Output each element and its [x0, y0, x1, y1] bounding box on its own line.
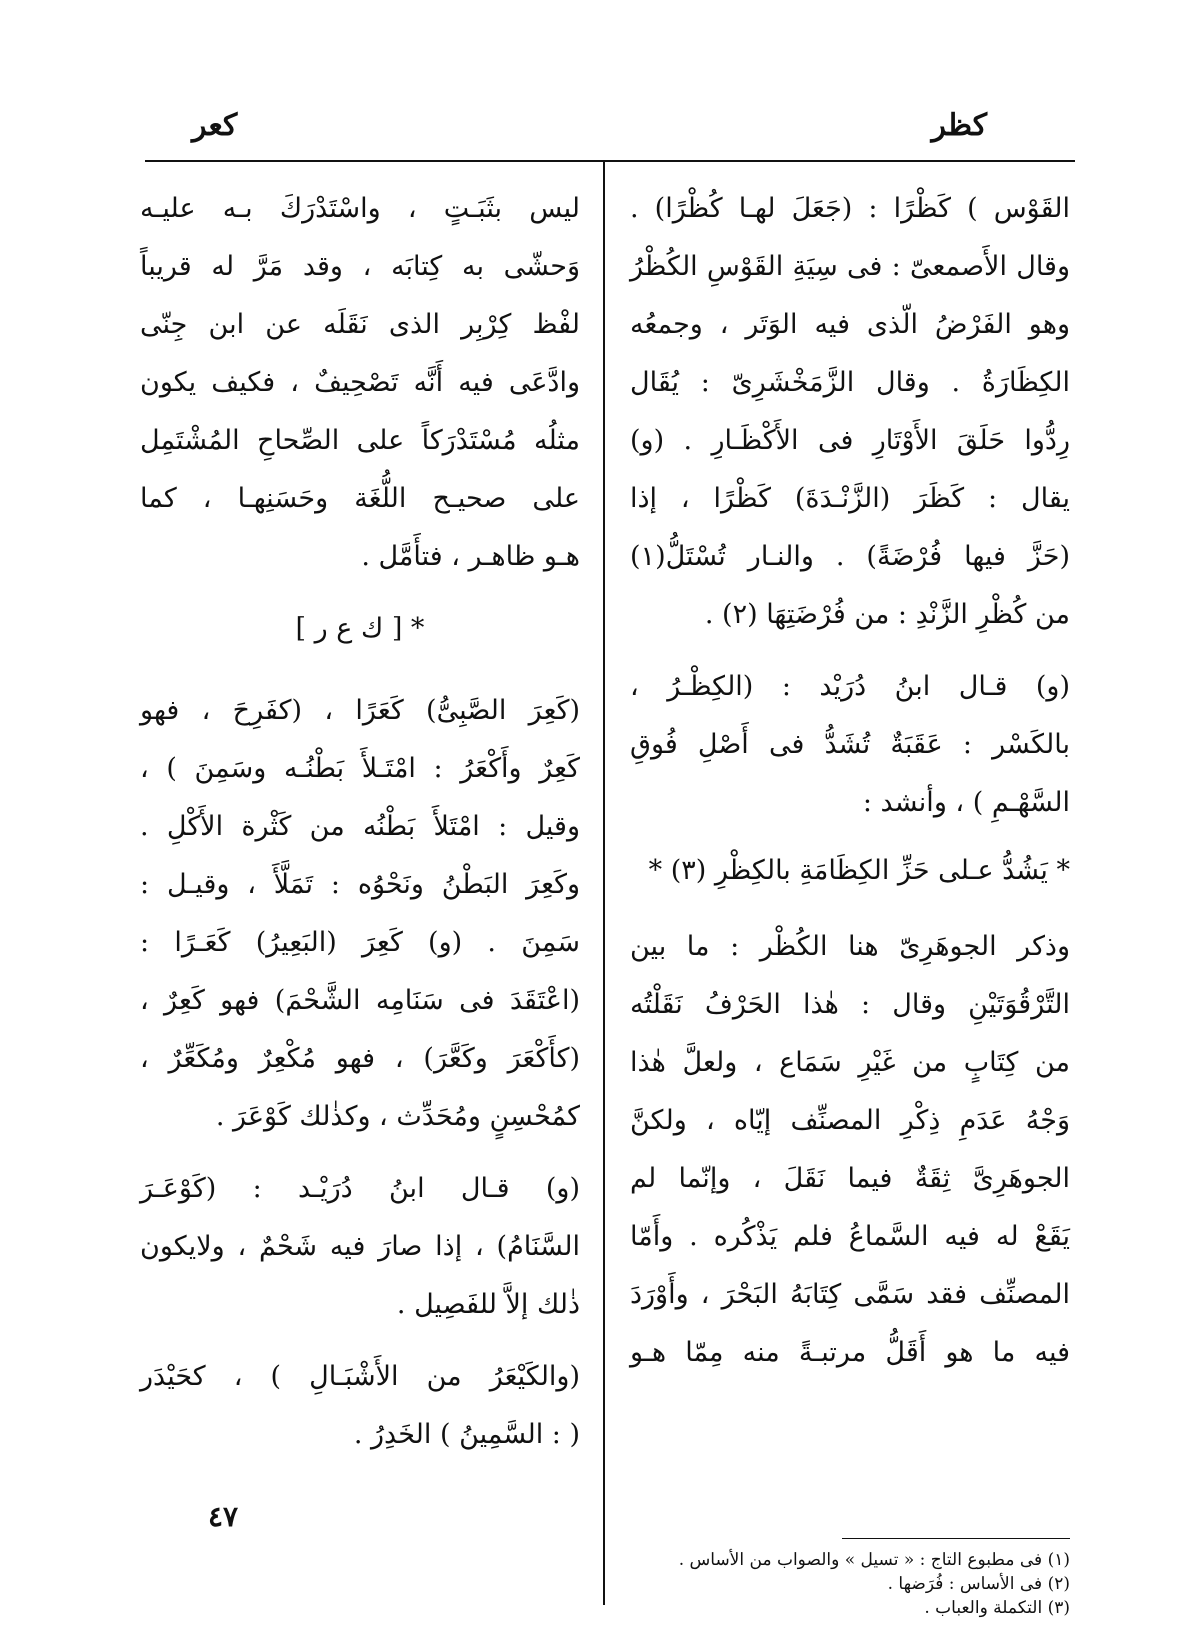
text-line: (و) قـال ابنُ دُرَيْـد : (كَوْعَـرَ — [140, 1173, 580, 1204]
text-line: وذكر الجوهَرِىّ هنا الكُظْر : ما بين — [630, 931, 1070, 962]
footnote: (٢) فى الأساس : فُرَضها . — [887, 1574, 1070, 1594]
text-line: كَعِرٌ وأَكْعَرُ : امْتَـلأَ بَطْنُـه وسَمِنَ ) ، — [140, 753, 580, 784]
entry-heading: * [ ك ع ر ] — [295, 613, 425, 644]
page-number: ٤٧ — [208, 1500, 239, 1533]
text-line: (حَزَّ فيها فُرْضَةً) . والنـار تُسْتَلُّ(١) — [630, 541, 1070, 572]
text-line: (و) قـال ابنُ دُرَيْد : (الكِظْـرُ ، — [630, 671, 1070, 702]
text-line: رِدُّوا حَلَقَ الأَوْتَارِ فى الأَكْظَـارِ . (و) — [630, 425, 1070, 456]
text-line: (كَعِرَ الصَّبِىُّ) كَعَرًا ، (كفَرِحَ ، فهو — [140, 695, 580, 726]
text-line: فيه ما هو أَقَلُّ مرتبـةً منه مِمّا هـو — [630, 1337, 1070, 1368]
running-header-left: كعر — [192, 108, 238, 143]
verse-line: * يَشُدُّ عـلى حَزِّ الكِظَامَةِ بالكِظْرِ (٣) * — [648, 855, 1070, 886]
text-line: وهو الفَرْضُ الّذى فيه الوَتَر ، وجمعُه — [630, 309, 1070, 340]
text-line: بالكَسْر : عَقَبَةٌ تُشَدُّ فى أَصْلِ فُوقِ — [630, 729, 1070, 760]
text-line: السَّنَامُ) ، إذا صارَ فيه شَحْمٌ ، ولايكون — [140, 1231, 580, 1262]
text-line: وَجْهُ عَدَمِ ذِكْرِ المصنِّف إيّاه ، ولكنَّ — [630, 1105, 1070, 1136]
running-header-right: كظر — [931, 108, 987, 143]
text-line: (والكَيْعَرُ من الأَشْبَـالِ ) ، كحَيْدَر — [140, 1361, 580, 1392]
text-line: سَمِنَ . (و) كَعِرَ (البَعِيرُ) كَعَـرًا : — [140, 927, 580, 958]
text-line: التَّرْقُوَتَيْنِ وقال : هٰذا الحَرْفُ نَقَلْتُه — [630, 989, 1070, 1020]
footnote-rule — [842, 1538, 1070, 1539]
text-line: وقال الأَصمعىّ : فى سِيَةِ القَوْسِ الكُظْرُ — [630, 251, 1070, 282]
column-divider — [603, 160, 605, 1605]
left-column — [140, 180, 580, 1464]
text-line: السَّهْـمِ ) ، وأنشد : — [862, 787, 1070, 818]
text-line: مثلُه مُسْتَدْرَكاً على الصِّحاحِ المُشْتَمِل — [140, 425, 580, 456]
text-line: (اعْتَقَدَ فى سَنَامِه الشَّحْمَ) فهو كَعِرٌ ، — [140, 985, 580, 1016]
text-line: على صحيـح اللُّغَة وحَسَنِهـا ، كما — [140, 483, 580, 514]
right-column — [630, 180, 1070, 1382]
text-line: وكَعِرَ البَطْنُ ونَحْوُه : تَمَلَّأَ ، وقيـل : — [140, 869, 580, 900]
footnote: (١) فى مطبوع التاج : « تسيل » والصواب من الأساس . — [678, 1550, 1070, 1570]
text-line: القَوْس ) كَظْرًا : (جَعَلَ لهـا كُظْرًا) . — [630, 193, 1070, 224]
text-line: المصنِّف فقد سَمَّى كِتَابَهُ البَحْرَ ، وأَوْرَدَ — [630, 1279, 1070, 1310]
text-line: وقيل : امْتَلأَ بَطْنُه من كَثْرة الأَكْلِ . — [140, 811, 580, 842]
text-line: ذٰلك إلاَّ للفَصِيل . — [396, 1289, 580, 1320]
text-line: ( : السَّمِينُ ) الخَدِرُ . — [353, 1419, 580, 1450]
text-line: ليس بثَبَـتٍ ، واسْتَدْرَكَ بـه عليـه — [140, 193, 580, 224]
text-line: هـو ظاهـر ، فتأَمَّل . — [361, 541, 580, 572]
text-line: وادَّعَى فيه أَنَّه تَصْحِيفٌ ، فكيف يكون — [140, 367, 580, 398]
header-rule — [145, 160, 1075, 162]
text-line: الجوهَرِىَّ ثِقَةٌ فيما نَقَلَ ، وإنّما لم — [630, 1163, 1070, 1194]
footnote: (٣) التكملة والعباب . — [924, 1598, 1070, 1618]
text-line: وَحشّى به كِتابَه ، وقد مَرَّ له قريباً — [140, 251, 580, 282]
text-line: الكِظَارَةُ . وقال الزَّمَخْشَرِىّ : يُقَال — [630, 367, 1070, 398]
text-line: يَقَعْ له فيه السَّماعُ فلم يَذْكُره . وأَمّا — [630, 1221, 1070, 1252]
footnotes — [630, 1548, 1070, 1620]
text-line: من كُظْرِ الزَّنْدِ : من فُرْضَتِهَا (٢) . — [704, 599, 1070, 630]
text-line: كمُحْسِنٍ ومُحَدِّث ، وكذٰلك كَوْعَرَ . — [215, 1101, 580, 1132]
text-line: (كأَكْعَرَ وكَعَّرَ) ، فهو مُكْعِرٌ ومُكَعِّرٌ ، — [140, 1043, 580, 1074]
text-line: يقال : كَظَرَ (الزَّنْـدَةَ) كَظْرًا ، إذا — [630, 483, 1070, 514]
text-line: لفْظ كِرْبِر الذى نَقَلَه عن ابن جِنّى — [140, 309, 580, 340]
text-line: من كِتَابٍ من غَيْرِ سَمَاع ، ولعلَّ هٰذا — [630, 1047, 1070, 1078]
